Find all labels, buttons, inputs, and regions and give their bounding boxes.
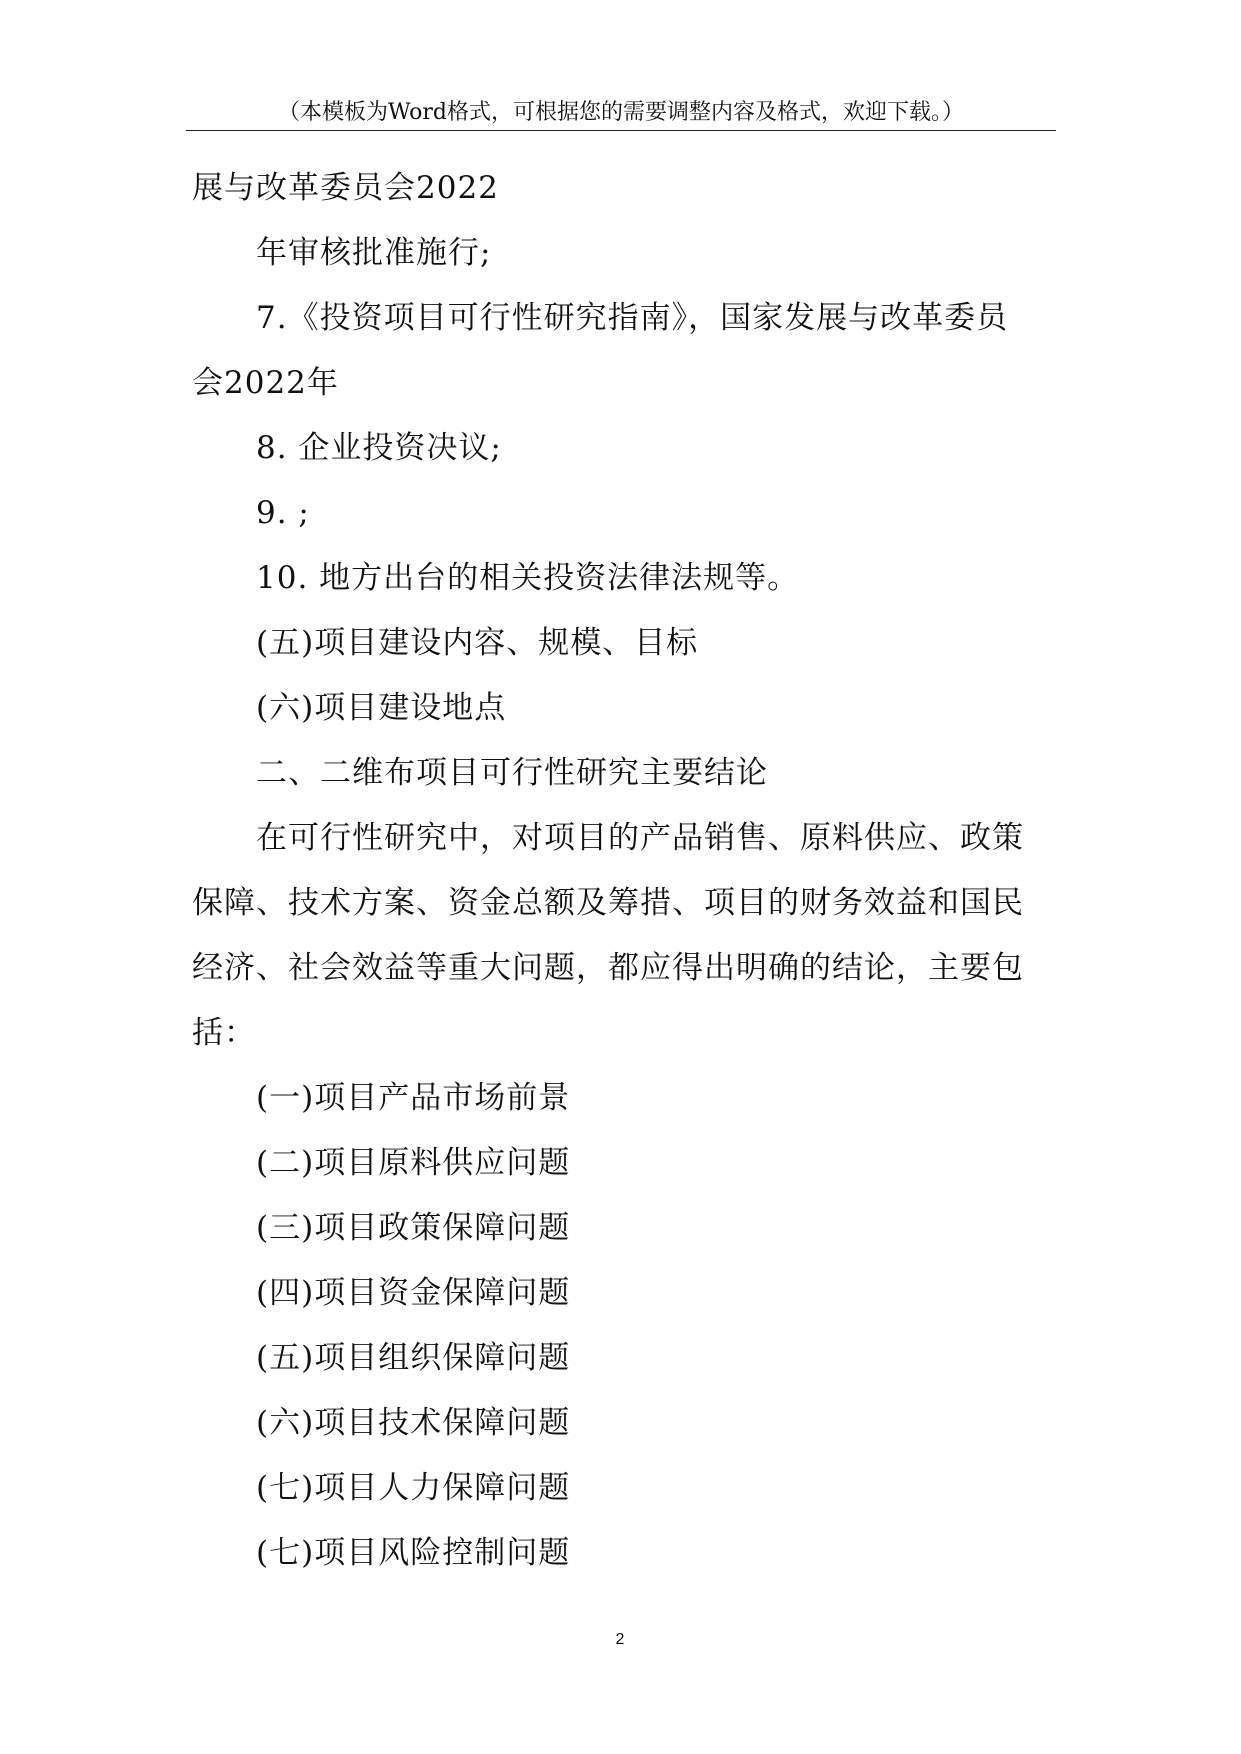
section-heading: (一)项目产品市场前景 <box>256 1080 571 1116</box>
section-heading: (二)项目原料供应问题 <box>256 1145 571 1181</box>
page-header: （本模板为Word格式，可根据您的需要调整内容及格式，欢迎下载。） <box>278 100 964 125</box>
section-heading: (五)项目组织保障问题 <box>256 1340 571 1376</box>
section-heading: (六)项目技术保障问题 <box>256 1405 571 1441</box>
list-item: 10. 地方出台的相关投资法律法规等。 <box>256 560 800 596</box>
section-heading: (七)项目人力保障问题 <box>256 1470 571 1506</box>
paragraph: 会2022年 <box>192 365 339 401</box>
paragraph: 年审核批准施行; <box>256 235 492 271</box>
section-heading: (三)项目政策保障问题 <box>256 1210 571 1246</box>
paragraph: 7.《投资项目可行性研究指南》，国家发展与改革委员 <box>256 300 1009 336</box>
section-heading: (五)项目建设内容、规模、目标 <box>256 625 699 661</box>
paragraph: 经济、社会效益等重大问题，都应得出明确的结论，主要包 <box>192 950 1024 986</box>
list-item: 8. 企业投资决议; <box>256 430 502 466</box>
paragraph: 展与改革委员会2022 <box>192 170 499 206</box>
page-number: 2 <box>615 1631 625 1648</box>
paragraph: 在可行性研究中，对项目的产品销售、原料供应、政策 <box>256 820 1024 856</box>
paragraph: 保障、技术方案、资金总额及筹措、项目的财务效益和国民 <box>192 885 1024 921</box>
document-body <box>192 156 1062 1586</box>
section-heading: (四)项目资金保障问题 <box>256 1275 571 1311</box>
section-heading: (七)项目风险控制问题 <box>256 1535 571 1571</box>
list-item: 9. ; <box>256 495 310 531</box>
header-divider <box>186 130 1056 131</box>
section-heading: (六)项目建设地点 <box>256 690 507 726</box>
chapter-heading: 二、二维布项目可行性研究主要结论 <box>256 755 768 791</box>
paragraph: 括： <box>192 1015 256 1051</box>
